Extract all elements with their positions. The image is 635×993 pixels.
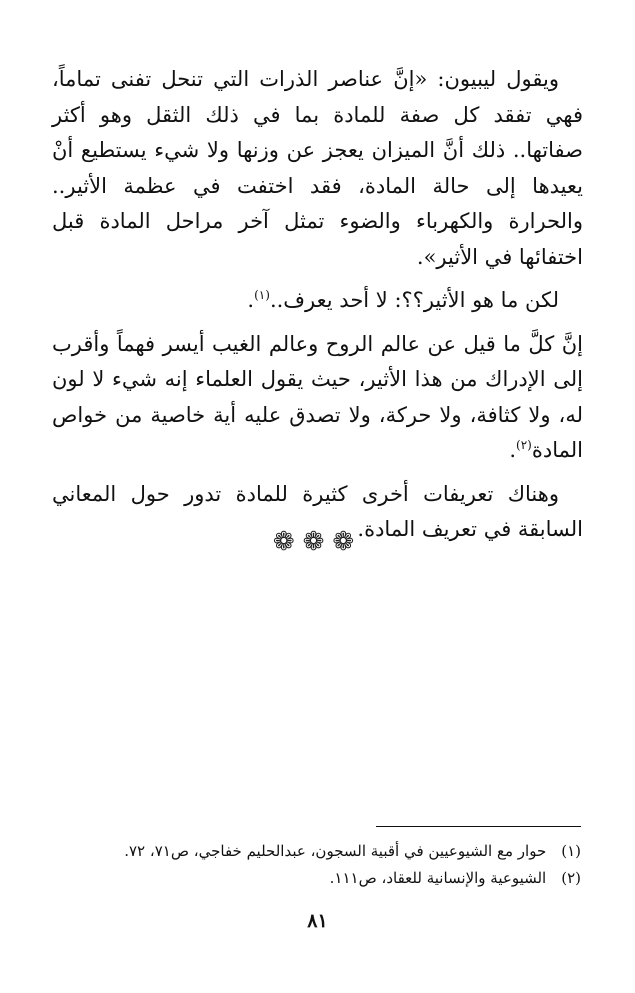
body-text: [52, 62, 583, 548]
footnote-divider: [376, 826, 581, 827]
footnotes: [40, 838, 581, 892]
flower-ornament-icon: ❁❁❁: [272, 527, 363, 557]
footnote-ref-2: (٢): [516, 438, 532, 452]
paragraph-3: إنَّ كلَّ ما قيل عن عالم الروح وعالم الغيب أيسر فهماً وأقرب إلى الإدراك من هذا الأثير، حيث يقول العلماء إنه شيء لا لون له، ولا كثافة، ولا حركة، ولا تصدق عليه أية خاصية من خواص المادة$^{(٢)}$.: [52, 331, 583, 462]
footnote-1: [40, 838, 581, 865]
footnote-1-text: حوار مع الشيوعيين في أقبية السجون، عبدالحليم خفاجي، ص٧١، ٧٢.: [124, 842, 547, 860]
footnote-2: [40, 865, 581, 892]
paragraph-4: وهناك تعريفات أخرى كثيرة للمادة تدور حول المعاني السابقة في تعريف المادة.: [52, 481, 583, 541]
paragraph-3-text: إنَّ كلَّ ما قيل عن عالم الروح وعالم الغيب أيسر فهماً وأقرب إلى الإدراك من هذا الأثير، حيث يقول العلماء إنه شيء لا لون له، ولا كثافة، ولا حركة، ولا تصدق عليه أية خاصية من خواص المادة: [52, 331, 583, 462]
paragraph-2: لكن ما هو الأثير؟؟: لا أحد يعرف..$^{(١)}$.: [247, 288, 559, 312]
page-number: ٨١: [307, 910, 328, 932]
paragraph-1: ويقول ليبيون: «إنَّ عناصر الذرات التي تنحل تفنى تماماً، فهي تفقد كل صفة للمادة بما في ذلك الثقل وهو أكثر صفاتها.. ذلك أنَّ الميزان يعجز عن وزنها ولا شيء يستطيع أنْ يعيدها إلى حالة المادة، فقد اختفت في عظمة الأثير.. والحرارة والكهرباء والضوء تمثل آخر مراحل المادة قبل اختفائها في الأثير».: [52, 67, 583, 269]
paragraph-2-text: لكن ما هو الأثير؟؟: لا أحد يعرف..: [269, 288, 559, 312]
footnote-2-text: الشيوعية والإنسانية للعقاد، ص١١١.: [329, 869, 547, 887]
footnote-ref-1: (١): [254, 288, 270, 302]
footnote-1-number: (١): [561, 842, 581, 860]
footnote-2-number: (٢): [561, 869, 581, 887]
